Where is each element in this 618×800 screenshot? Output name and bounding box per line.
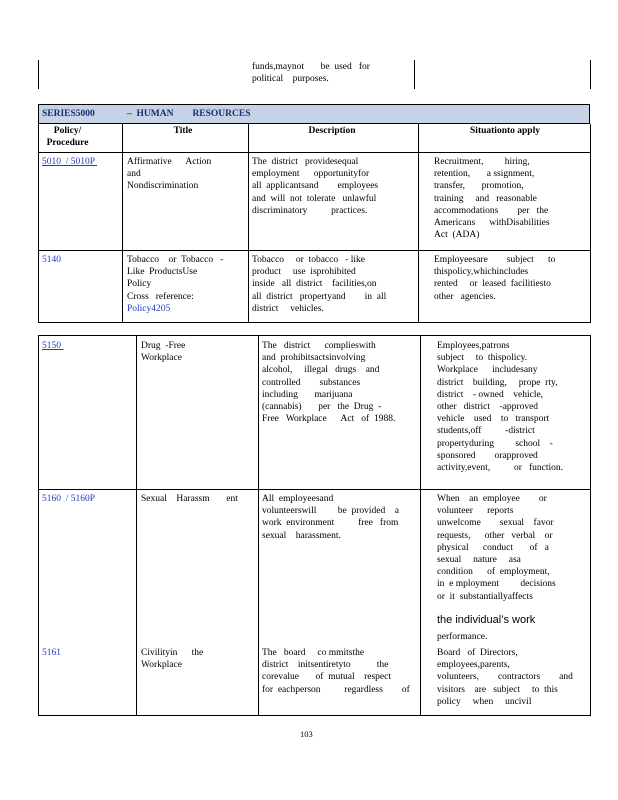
row-situation-5150: Employees,patrons subject to thispolicy. Workplace includesany district building, prope rty, district - owned vehicle, other district -approved vehicle used to transport students,off -district propertyduring school - sponsored orapproved activity,event, or function. xyxy=(437,341,564,474)
table1-row-rule xyxy=(38,250,591,251)
row-situation-5160-tail: performance. xyxy=(437,632,488,642)
series-code: SERIES5000 xyxy=(42,109,95,119)
row-situation-5160: When an employee or volunteer reports unwelcome sexual favor requests, other verbal or physical conduct of a sexual nature asa condition of employment, in e mployment decisions or it substantiallyaffects xyxy=(437,494,556,602)
row-title-5140: Tobacco or Tobacco - Like ProductsUse Policy Cross reference: xyxy=(127,255,224,302)
row-description-5150: The district complieswith and prohibitsactsinvolving alcohol, illegal drugs and controlled substances including marijuana (cannabis) per the Drug - Free Workplace Act of 1988. xyxy=(262,341,396,425)
row-description-5161: The board co mmitsthe district initsentiretyto the corevalue of mutual respect for eachperson regardless of xyxy=(262,648,410,695)
table1-right-border xyxy=(590,124,591,323)
table1-header-bottom-rule xyxy=(38,152,591,153)
table1-bottom-rule xyxy=(38,322,591,323)
table1-col1-divider xyxy=(122,124,123,323)
series-header-bar xyxy=(38,104,590,124)
table2-top-rule xyxy=(38,335,591,336)
row-description-5140: Tobacco or tobacco - like product use isprohibited inside all district facilities,on all district propertyand in all district vehicles. xyxy=(252,255,387,314)
header-policy: Policy/ Procedure xyxy=(46,126,89,149)
top-table-right-border xyxy=(590,60,591,89)
policy-number-5140: 5140 xyxy=(42,255,61,265)
row-title-5160: Sexual Harassm ent xyxy=(141,494,238,504)
header-situation: Situationto apply xyxy=(470,126,540,136)
row-description-5010: The district providesequal employment opportunityfor all applicantsand employees and will not tolerate unlawful discriminatory practices. xyxy=(252,157,379,216)
table2-col3-divider xyxy=(420,335,421,716)
policy-link-5010[interactable]: 5010 / 5010P xyxy=(42,157,98,167)
top-fragment-description: funds,maynot be used for political purposes. xyxy=(252,62,370,85)
table1-col2-divider xyxy=(248,124,249,323)
policy-link-5150[interactable]: 5150 xyxy=(42,341,64,351)
table2-left-border xyxy=(38,335,39,716)
header-title: Title xyxy=(173,126,193,136)
row-situation-5140: Employeesare subject to thispolicy,whichincludes rented or leased facilitiesto other agencies. xyxy=(434,255,556,302)
row-title-5161: Civilityin the Workplace xyxy=(141,648,204,671)
policy-number-5161: 5161 xyxy=(42,648,61,658)
table2-col2-divider xyxy=(258,335,259,716)
table1-left-border xyxy=(38,124,39,323)
row-title-5150: Drug -Free Workplace xyxy=(141,341,186,364)
header-description: Description xyxy=(308,126,356,136)
table2-right-border xyxy=(590,335,591,716)
table2-bottom-rule xyxy=(38,715,591,716)
row-situation-5161: Board of Directors, employees,parents, volunteers, contractors and visitors are subject to this policy when uncivil xyxy=(437,648,573,707)
row-situation-5010: Recruitment, hiring, retention, a ssignment, transfer, promotion, training and reasonable accommodations per the Americans withDisabilities Act (ADA) xyxy=(434,157,550,241)
table2-col1-divider xyxy=(136,335,137,716)
cross-reference-link-policy4205[interactable]: Policy4205 xyxy=(127,304,171,314)
page-number: 103 xyxy=(300,729,313,739)
row-title-5010: Affirmative Action and Nondiscrimination xyxy=(127,157,212,192)
row-situation-5160-emphasis: the individual’s work xyxy=(437,614,536,626)
series-title: – HUMAN RESOURCES xyxy=(127,109,251,119)
policy-number-5160: 5160 / 5160P xyxy=(42,494,96,504)
top-table-left-border xyxy=(38,60,39,89)
row-description-5160: All employeesand volunteerswill be provided a work environment free from sexual harassment. xyxy=(262,494,399,541)
table2-row-rule-a xyxy=(38,489,591,490)
table1-col3-divider xyxy=(418,124,419,323)
top-table-divider xyxy=(414,60,415,89)
